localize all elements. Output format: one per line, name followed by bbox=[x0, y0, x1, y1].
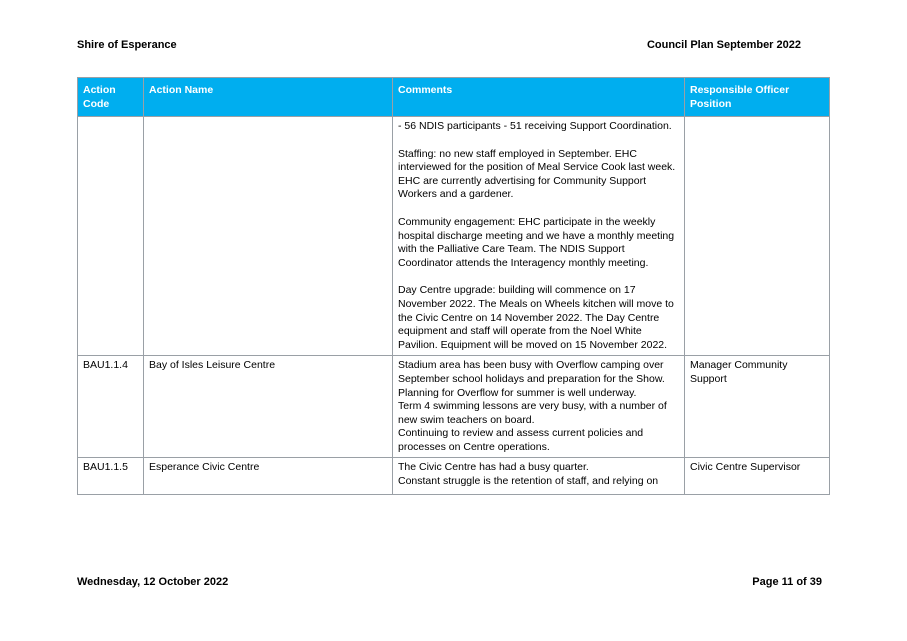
table-header-row bbox=[78, 78, 830, 117]
comments-cell bbox=[393, 356, 685, 458]
action-table bbox=[77, 77, 830, 495]
officer-cell: Civic Centre Supervisor bbox=[685, 458, 830, 495]
comment-paragraph: - 56 NDIS participants - 51 receiving Support Coordination. bbox=[398, 120, 672, 132]
column-header-comments: Comments bbox=[393, 78, 685, 117]
comment-paragraph: Day Centre upgrade: building will commence on 17 November 2022. The Meals on Wheels kitchen will move to the Civic Centre on 14 November 2022. The Day Centre equipment and staff will operate from the Noel White Pavilion. Equipment will be moved on 15 November 2022. bbox=[398, 284, 674, 351]
comment-line: Term 4 swimming lessons are very busy, with a number of new swim teachers on board. bbox=[398, 400, 667, 426]
action-name-cell: Esperance Civic Centre bbox=[144, 458, 393, 495]
table-row bbox=[78, 458, 830, 495]
comment-line: The Civic Centre has had a busy quarter. bbox=[398, 461, 589, 474]
document-title: Council Plan September 2022 bbox=[646, 39, 801, 51]
comment-continuation bbox=[398, 461, 679, 491]
officer-cell bbox=[685, 117, 830, 356]
comment-line: Constant struggle is the retention of staff, and relying on bbox=[398, 475, 659, 488]
column-header-action-name: Action Name bbox=[144, 78, 393, 117]
comment-paragraph: Community engagement: EHC participate in the weekly hospital discharge meeting and we have a monthly meeting with the Palliative Care Team. The NDIS Support Coordinator attends the Interagency monthly meeting. bbox=[398, 215, 675, 269]
comment-paragraph: Staffing: no new staff employed in September. EHC interviewed for the position of Meal Service Cook last week. EHC are currently advertising for Community Support Workers and a gardener. bbox=[398, 147, 676, 201]
column-header-action-code: Action Code bbox=[78, 78, 144, 117]
page-number: Page 11 of 39 bbox=[752, 576, 822, 588]
comments-cell bbox=[393, 117, 685, 356]
table-row bbox=[78, 117, 830, 356]
action-name-cell: Bay of Isles Leisure Centre bbox=[144, 356, 393, 458]
column-header-officer: Responsible Officer Position bbox=[685, 78, 830, 117]
report-date: Wednesday, 12 October 2022 bbox=[77, 576, 229, 588]
officer-cell: Manager Community Support bbox=[685, 356, 830, 458]
table-row bbox=[78, 356, 830, 458]
action-code-cell bbox=[78, 117, 144, 356]
action-code-cell: BAU1.1.4 bbox=[78, 356, 144, 458]
comments-cell bbox=[393, 458, 685, 495]
action-name-cell bbox=[144, 117, 393, 356]
document-organisation: Shire of Esperance bbox=[77, 39, 177, 51]
comment-line: Stadium area has been busy with Overflow camping over September school holidays and preparation for the Show. Planning for Overflow for summer is well underway. bbox=[398, 359, 665, 399]
comment-line: Continuing to review and assess current policies and processes on Centre operations. bbox=[398, 427, 644, 453]
action-code-cell: BAU1.1.5 bbox=[78, 458, 144, 495]
